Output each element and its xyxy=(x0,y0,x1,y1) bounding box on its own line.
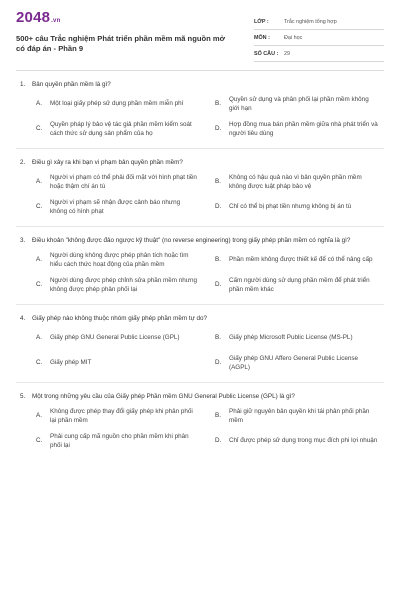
options-grid xyxy=(16,250,384,300)
option-b[interactable] xyxy=(215,250,384,270)
info-row-count xyxy=(254,46,384,62)
option-text: Người vi phạm sẽ nhận được cảnh báo nhưng không có hình phạt xyxy=(50,198,181,215)
question-divider xyxy=(16,304,384,305)
option-a[interactable] xyxy=(36,328,205,348)
option-text: Giấy phép MIT xyxy=(50,359,92,367)
option-b[interactable] xyxy=(215,94,384,114)
option-c[interactable] xyxy=(36,197,205,217)
option-d[interactable] xyxy=(215,431,384,451)
option-c[interactable] xyxy=(36,353,205,373)
option-letter: A. xyxy=(36,178,42,186)
question-text: Giấy phép nào không thuộc nhóm giấy phép phần mềm tự do? xyxy=(32,315,208,322)
question-number: 1. xyxy=(20,81,26,88)
option-letter: D. xyxy=(215,359,222,367)
question-number: 3. xyxy=(20,237,26,244)
option-text: Một loại giấy phép sử dụng phần mềm miễn phí xyxy=(50,100,184,108)
question-text: Bản quyền phần mềm là gì? xyxy=(32,81,111,88)
option-text: Phải giữ nguyên bản quyền khi tái phân phối phần mềm xyxy=(229,407,370,424)
option-text: Người dùng được phép chỉnh sửa phần mềm nhưng không được phép phân phối lại xyxy=(50,276,197,293)
info-row-subject xyxy=(254,30,384,46)
info-value: 29 xyxy=(284,50,290,57)
option-c[interactable] xyxy=(36,431,205,451)
question-4 xyxy=(16,314,384,383)
option-c[interactable] xyxy=(36,119,205,139)
option-a[interactable] xyxy=(36,406,205,426)
info-value: Trắc nghiệm tổng hợp xyxy=(284,18,337,25)
question-5 xyxy=(16,392,384,456)
option-letter: D. xyxy=(215,437,222,445)
option-d[interactable] xyxy=(215,275,384,295)
option-b[interactable] xyxy=(215,406,384,426)
option-letter: B. xyxy=(215,100,221,108)
option-d[interactable] xyxy=(215,197,384,217)
question-number: 5. xyxy=(20,393,26,400)
option-letter: C. xyxy=(36,125,43,133)
option-text: Giấy phép Microsoft Public License (MS-PL) xyxy=(229,334,353,342)
logo-main: 2048 xyxy=(16,9,51,26)
option-text: Quyền sử dụng và phân phối lại phần mềm không giới hạn xyxy=(229,95,369,112)
info-value: Đại học xyxy=(284,34,303,41)
header xyxy=(16,0,384,62)
option-letter: A. xyxy=(36,256,42,264)
option-letter: B. xyxy=(215,412,221,420)
header-left xyxy=(16,10,231,62)
question-text: Một trong những yêu cầu của Giấy phép Phần mềm GNU General Public License (GPL) là gì? xyxy=(32,393,295,400)
logo-tld: .vn xyxy=(51,18,61,24)
option-text: Giấy phép GNU Affero General Public License (AGPL) xyxy=(229,354,359,371)
option-letter: C. xyxy=(36,203,43,211)
question-2 xyxy=(16,158,384,227)
option-text: Quyền pháp lý bảo vệ tác giả phần mềm kiểm soát cách thức sử dụng sản phẩm của họ xyxy=(50,120,192,137)
option-text: Người vi phạm có thể phải đối mặt với hình phạt tiền hoặc thậm chí án tù xyxy=(50,173,197,190)
option-text: Không có hậu quả nào vì bản quyền phần mềm không được luật pháp bảo vệ xyxy=(229,173,362,190)
options-grid xyxy=(16,172,384,222)
option-a[interactable] xyxy=(36,250,205,270)
option-text: Chỉ có thể bị phạt tiền nhưng không bị án tù xyxy=(229,203,352,211)
option-text: Phần mềm không được thiết kế để có thể nâng cấp xyxy=(229,256,373,264)
option-letter: C. xyxy=(36,281,43,289)
question-text: Điều gì xảy ra khi bạn vi phạm bản quyền phần mềm? xyxy=(32,159,183,166)
option-letter: D. xyxy=(215,203,222,211)
question-1 xyxy=(16,80,384,149)
option-text: Giấy phép GNU General Public License (GPL) xyxy=(50,334,180,342)
option-text: Phải cung cấp mã nguồn cho phần mềm khi phân phối lại xyxy=(50,432,189,449)
question-line xyxy=(16,392,384,401)
option-letter: C. xyxy=(36,359,43,367)
question-line xyxy=(16,236,384,245)
option-letter: B. xyxy=(215,178,221,186)
option-a[interactable] xyxy=(36,172,205,192)
question-divider xyxy=(16,148,384,149)
question-3 xyxy=(16,236,384,305)
option-a[interactable] xyxy=(36,94,205,114)
question-line xyxy=(16,80,384,89)
option-b[interactable] xyxy=(215,328,384,348)
question-line xyxy=(16,158,384,167)
option-d[interactable] xyxy=(215,119,384,139)
options-grid xyxy=(16,406,384,456)
option-letter: D. xyxy=(215,125,222,133)
option-letter: D. xyxy=(215,281,222,289)
option-letter: B. xyxy=(215,334,221,342)
option-letter: A. xyxy=(36,334,42,342)
option-text: Chỉ được phép sử dụng trong mục đích phi lợi nhuận xyxy=(229,437,378,445)
question-line xyxy=(16,314,384,323)
info-row-class xyxy=(254,14,384,30)
option-c[interactable] xyxy=(36,275,205,295)
option-text: Người dùng không được phép phân tích hoặc tìm hiểu cách thức hoạt động của phần mềm xyxy=(50,251,189,268)
header-divider xyxy=(16,70,384,71)
info-key: LỚP : xyxy=(254,18,269,25)
question-number: 4. xyxy=(20,315,26,322)
options-grid xyxy=(16,328,384,378)
option-text: Cấm người dùng sử dụng phần mềm để phát triển phần mềm khác xyxy=(229,276,370,293)
question-divider xyxy=(16,226,384,227)
options-grid xyxy=(16,94,384,144)
question-text: Điều khoản "không được đảo ngược kỹ thuật" (no reverse engineering) trong giấy phép phần mềm có nghĩa là gì? xyxy=(32,237,351,244)
option-text: Hợp đồng mua bán phần mềm giữa nhà phát triển và người tiêu dùng xyxy=(229,120,378,137)
option-b[interactable] xyxy=(215,172,384,192)
option-letter: B. xyxy=(215,256,221,264)
site-logo[interactable] xyxy=(16,10,231,29)
info-key: SỐ CÂU : xyxy=(254,50,279,57)
option-letter: C. xyxy=(36,437,43,445)
option-text: Không được phép thay đổi giấy phép khi phân phối lại phần mềm xyxy=(50,407,193,424)
document-title: 500+ câu Trắc nghiệm Phát triển phần mềm mã nguồn mở có đáp án - Phần 9 xyxy=(16,34,226,53)
question-divider xyxy=(16,382,384,383)
question-number: 2. xyxy=(20,159,26,166)
option-letter: A. xyxy=(36,100,42,108)
option-letter: A. xyxy=(36,412,42,420)
option-d[interactable] xyxy=(215,353,384,373)
info-key: MÔN : xyxy=(254,34,270,41)
info-table xyxy=(254,14,384,62)
